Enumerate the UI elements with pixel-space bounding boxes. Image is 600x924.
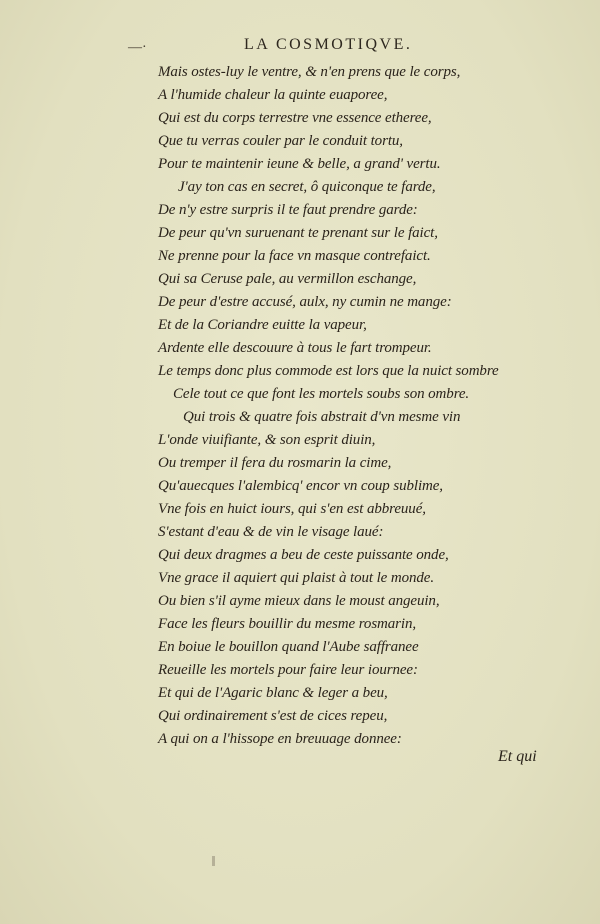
verse-line: Qui sa Ceruse pale, au vermillon eschange, xyxy=(158,271,417,287)
verse-line: Mais ostes-luy le ventre, & n'en prens que le corps, xyxy=(158,64,461,80)
verse-line: Ne prenne pour la face vn masque contrefaict. xyxy=(158,248,431,264)
ink-mark xyxy=(212,856,215,866)
verse-line: S'estant d'eau & de vin le visage laué: xyxy=(158,524,384,540)
verse-line: L'onde viuifiante, & son esprit diuin, xyxy=(158,432,376,448)
verse-line: Ardente elle descouure à tous le fart trompeur. xyxy=(158,340,432,356)
verse-line: Qui est du corps terrestre vne essence etheree, xyxy=(158,110,432,126)
verse-line: Ou bien s'il ayme mieux dans le moust angeuin, xyxy=(158,593,440,609)
verse-line: De n'y estre surpris il te faut prendre garde: xyxy=(158,202,418,218)
verse-line: Ou tremper il fera du rosmarin la cime, xyxy=(158,455,392,471)
verse-line: De peur qu'vn suruenant te prenant sur le faict, xyxy=(158,225,438,241)
verse-line: Pour te maintenir ieune & belle, a grand' vertu. xyxy=(158,156,441,172)
running-head: LA COSMOTIQVE. xyxy=(244,36,413,53)
verse-line: J'ay ton cas en secret, ô quiconque te farde, xyxy=(178,179,436,195)
verse-line: A l'humide chaleur la quinte euaporee, xyxy=(158,87,388,103)
verse-line: Qui deux dragmes a beu de ceste puissante onde, xyxy=(158,547,449,563)
verse-line: Face les fleurs bouillir du mesme rosmarin, xyxy=(158,616,417,632)
verse-line: Cele tout ce que font les mortels soubs son ombre. xyxy=(173,386,470,402)
verse-line: Qu'auecques l'alembicq' encor vn coup sublime, xyxy=(158,478,443,494)
verse-line: Et qui de l'Agaric blanc & leger a beu, xyxy=(158,685,388,701)
verse-line: Qui ordinairement s'est de cices repeu, xyxy=(158,708,388,724)
page-marker: —· xyxy=(128,40,147,55)
verse-line: En boiue le bouillon quand l'Aube saffranee xyxy=(158,639,419,655)
verse-line: Vne fois en huict iours, qui s'en est abbreuué, xyxy=(158,501,426,517)
verse-line: De peur d'estre accusé, aulx, ny cumin ne mange: xyxy=(158,294,452,310)
verse-line: Qui trois & quatre fois abstrait d'vn mesme vin xyxy=(183,409,461,425)
verse-line: A qui on a l'hissope en breuuage donnee: xyxy=(158,731,402,747)
verse-line: Que tu verras couler par le conduit tortu, xyxy=(158,133,403,149)
verse-line: Le temps donc plus commode est lors que la nuict sombre xyxy=(158,363,499,379)
verse-line: Et de la Coriandre euitte la vapeur, xyxy=(158,317,367,333)
catchword: Et qui xyxy=(498,748,537,765)
verse-line: Vne grace il aquiert qui plaist à tout le monde. xyxy=(158,570,434,586)
verse-line: Reueille les mortels pour faire leur iournee: xyxy=(158,662,418,678)
